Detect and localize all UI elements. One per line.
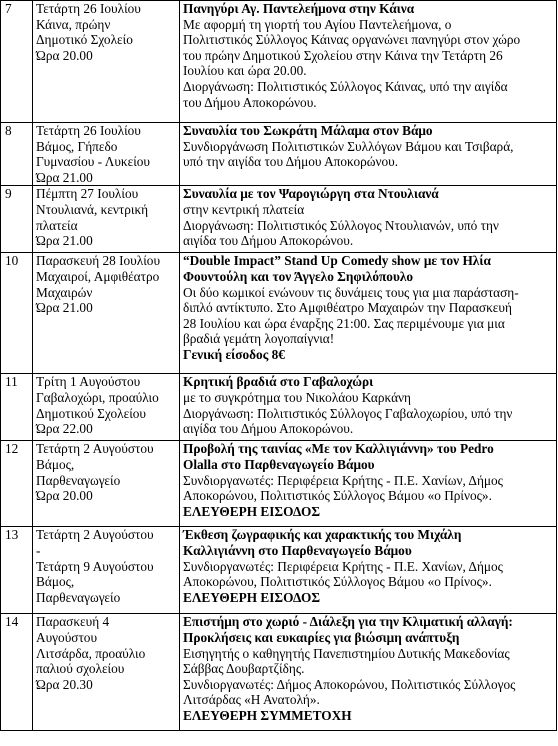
event-title: Προβολή της ταινίας «Με τον Καλλιγιάννη» του Pedro (183, 441, 494, 457)
date-line: Τετάρτη 2 Αυγούστου (36, 441, 154, 457)
date-line: Πέμπτη 27 Ιουλίου (36, 186, 139, 202)
date-line: Βάμος, Γήπεδο (36, 138, 118, 154)
date-line: Παρασκευή 4 (36, 614, 110, 630)
event-row (1, 123, 557, 186)
event-description (180, 614, 557, 731)
description-line: Συνδιοργάνωση Πολιτιστικών Συλλόγων Βάμου και Τσιβαρά, (183, 138, 514, 154)
event-row (1, 253, 557, 374)
description-line: 28 Ιουλίου και ώρα έναρξης 21:00. Σας περιμένουμε για μια (183, 315, 505, 331)
date-line: Ώρα 20.00 (36, 488, 93, 504)
description-line: Λιτσάρδας «Η Ανατολή». (183, 692, 320, 708)
description-line: Διοργάνωση: Πολιτιστικός Σύλλογος Γαβαλοχωρίου, υπό την (183, 405, 513, 421)
date-line: Βάμος, (36, 456, 75, 472)
description-line: Οι δύο κωμικοί ενώνουν τις δυνάμεις τους για μια παράσταση- (183, 284, 519, 300)
date-line: Βάμος, (36, 574, 75, 590)
event-date-place (33, 441, 180, 527)
description-line: Διοργάνωση: Πολιτιστικός Σύλλογος Ντουλιανών, υπό την (183, 217, 499, 233)
event-title: Πανηγύρι Αγ. Παντελεήμονα στην Κάινα (183, 1, 415, 16)
admission-note: ΕΛΕΥΘΕΡΗ ΕΙΣΟΔΟΣ (183, 589, 321, 605)
date-line: Λιτσάρδα, προαύλιο (36, 645, 146, 661)
description-line: Συνδιοργανωτές: Περιφέρεια Κρήτης - Π.Ε. Χανίων, Δήμος (183, 472, 503, 488)
date-line: Ντουλιανά, κεντρική (36, 201, 149, 217)
date-line: Παρασκευή 28 Ιουλίου (36, 253, 161, 269)
description-line: Πολιτιστικός Σύλλογος Κάινας οργανώνει πανηγύρι στον χώρο (183, 32, 521, 48)
description-line: αιγίδα του Δήμου Αποκορώνου. (183, 233, 354, 249)
date-line: Ώρα 21.00 (36, 233, 93, 249)
event-title: “Double Impact” Stand Up Comedy show με τον Ηλία (183, 253, 491, 269)
event-date-place (33, 253, 180, 374)
date-line: Ώρα 21.00 (36, 300, 93, 316)
description-line: του πρώην Δημοτικού Σχολείου στην Κάινα την Τετάρτη 26 (183, 47, 503, 63)
date-line: Ώρα 21.00 (36, 169, 93, 185)
event-row (1, 1, 557, 123)
event-date-place (33, 374, 180, 441)
description-line: Διοργάνωση: Πολιτιστικός Σύλλογος Κάινας, υπό την αιγίδα (183, 78, 508, 94)
event-number: 10 (1, 253, 33, 374)
event-description (180, 123, 557, 186)
date-line: Γαβαλοχώρι, προαύλιο (36, 389, 159, 405)
date-line: Τετάρτη 9 Αυγούστου (36, 558, 154, 574)
event-number: 9 (1, 186, 33, 253)
event-date-place (33, 527, 180, 614)
date-line: Μαχαιρών (36, 284, 93, 300)
description-line: διπλό αντίκτυπο. Στο Αμφιθέατρο Μαχαιρών την Παρασκευή (183, 300, 512, 316)
date-line: Δημοτικού Σχολείου (36, 405, 147, 421)
event-title: Φουντούλη και τον Άγγελο Σηφιλόπουλο (183, 268, 414, 284)
event-description (180, 441, 557, 527)
event-date-place (33, 614, 180, 731)
description-line: Συνδιοργανωτές: Δήμος Αποκορώνου, Πολιτιστικός Σύλλογος (183, 676, 516, 692)
description-line: αιγίδα του Δήμου Αποκορώνου. (183, 421, 354, 437)
description-line: Σάββας Δουβαρτζίδης. (183, 661, 305, 677)
event-number: 7 (1, 1, 33, 123)
event-title: Συναυλία του Σωκράτη Μάλαμα στον Βάμο (183, 123, 433, 138)
date-line: Δημοτικό Σχολείο (36, 32, 133, 48)
event-title: Κρητική βραδιά στο Γαβαλοχώρι (183, 374, 374, 390)
description-line: Με αφορμή τη γιορτή του Αγίου Παντελεήμονα, ο (183, 16, 452, 32)
event-date-place (33, 186, 180, 253)
date-line: - (36, 542, 41, 558)
description-line: στην κεντρική πλατεία (183, 201, 305, 217)
event-date-place (33, 123, 180, 186)
date-line: Ώρα 20.30 (36, 676, 93, 692)
description-line: Εισηγητής ο καθηγητής Πανεπιστημίου Δυτικής Μακεδονίας (183, 645, 510, 661)
event-description (180, 527, 557, 614)
description-line: βραδιά γεμάτη λογοπαίγνια! (183, 331, 335, 347)
event-row (1, 374, 557, 441)
date-line: παλιού σχολείου (36, 661, 125, 677)
description-line: Αποκορώνου, Πολιτιστικός Σύλλογος Βάμου «ο Πρίνος». (183, 574, 492, 590)
date-line: Τετάρτη 2 Αυγούστου (36, 527, 154, 543)
event-description (180, 253, 557, 374)
description-line: Ιουλίου και ώρα 20.00. (183, 63, 307, 79)
event-number: 11 (1, 374, 33, 441)
event-title: Προκλήσεις και ευκαιρίες για βιώσιμη ανάπτυξη (183, 629, 460, 645)
event-row (1, 614, 557, 731)
date-line: Κάινα, πρώην (36, 16, 111, 32)
event-title: Έκθεση ζωγραφικής και χαρακτικής του Μιχάλη (183, 527, 462, 543)
admission-note: Γενική είσοδος 8€ (183, 346, 285, 362)
event-description (180, 1, 557, 123)
event-title: Olalla στο Παρθεναγωγείο Βάμου (183, 456, 375, 472)
event-row (1, 527, 557, 614)
event-number: 8 (1, 123, 33, 186)
date-line: Παρθεναγωγείο (36, 589, 121, 605)
date-line: πλατεία (36, 217, 78, 233)
date-line: Τετάρτη 26 Ιουλίου (36, 1, 141, 16)
event-title: Καλλιγιάννη στο Παρθεναγωγείο Βάμου (183, 542, 412, 558)
date-line: Παρθεναγωγείο (36, 472, 121, 488)
description-line: του Δήμου Αποκορώνου. (183, 94, 317, 110)
event-description (180, 186, 557, 253)
date-line: Ώρα 22.00 (36, 421, 93, 437)
description-line: με το συγκρότημα του Νικολάου Καρκάνη (183, 389, 412, 405)
date-line: Αυγούστου (36, 629, 98, 645)
event-description (180, 374, 557, 441)
event-number: 13 (1, 527, 33, 614)
event-number: 12 (1, 441, 33, 527)
events-table-body (1, 1, 557, 731)
date-line: Τετάρτη 26 Ιουλίου (36, 123, 141, 138)
event-title: Συναυλία με τον Ψαρογιώργη στα Ντουλιανά (183, 186, 439, 202)
event-row (1, 441, 557, 527)
event-row (1, 186, 557, 253)
date-line: Μαχαιροί, Αμφιθέατρο (36, 268, 160, 284)
date-line: Γυμνασίου - Λυκείου (36, 154, 151, 170)
event-title: Επιστήμη στο χωριό - Διάλεξη για την Κλιματική αλλαγή: (183, 614, 513, 630)
admission-note: ΕΛΕΥΘΕΡΗ ΣΥΜΜΕΤΟΧΗ (183, 707, 352, 723)
description-line: υπό την αιγίδα του Δήμου Αποκορώνου. (183, 154, 399, 170)
description-line: Αποκορώνου, Πολιτιστικός Σύλλογος Βάμου «ο Πρίνος». (183, 488, 492, 504)
admission-note: ΕΛΕΥΘΕΡΗ ΕΙΣΟΔΟΣ (183, 503, 321, 519)
event-date-place (33, 1, 180, 123)
event-number: 14 (1, 614, 33, 731)
description-line: Συνδιοργανωτές: Περιφέρεια Κρήτης - Π.Ε. Χανίων, Δήμος (183, 558, 503, 574)
date-line: Ώρα 20.00 (36, 47, 93, 63)
date-line: Τρίτη 1 Αυγούστου (36, 374, 141, 390)
